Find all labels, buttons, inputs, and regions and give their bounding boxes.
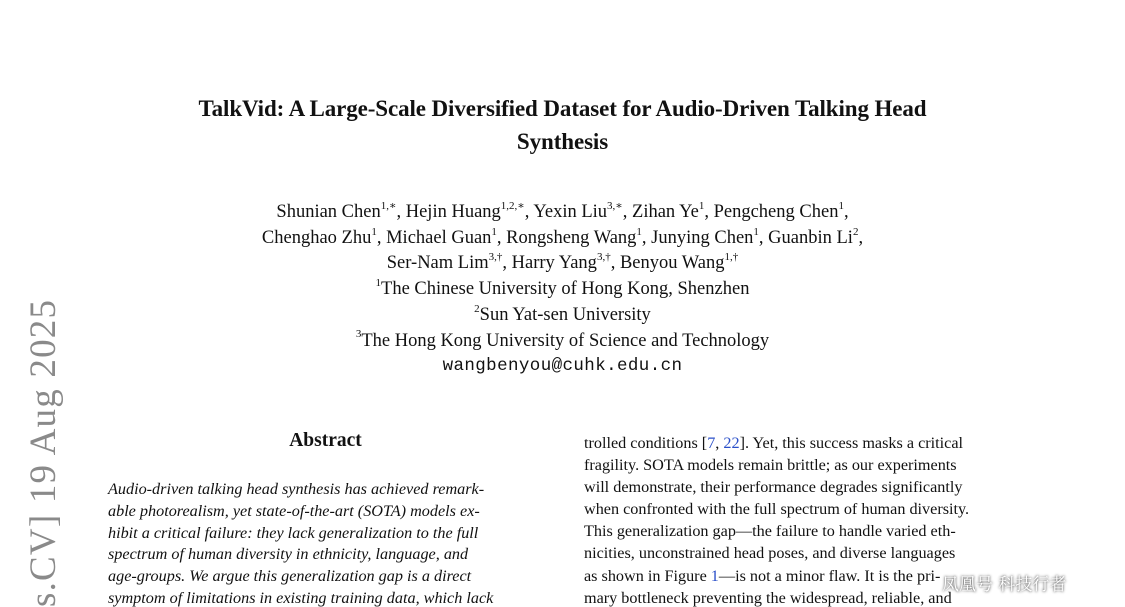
author-name: Harry Yang: [511, 253, 597, 274]
author-name: Ser-Nam Lim: [386, 253, 489, 274]
title-line-2: Synthesis: [516, 129, 609, 154]
author-affiliation-mark: 3,†: [596, 251, 611, 264]
author-affiliation-mark: 1,†: [724, 251, 739, 264]
abstract-line: Audio-driven talking head synthesis has achieved remark-: [108, 480, 485, 498]
intro-line: will demonstrate, their performance degrades significantly: [584, 478, 963, 497]
affiliation-1: [140, 277, 985, 303]
author-row-1: Shunian Chen$^{1,∗}$, Hejin Huang$^{1,2,∗}$, Yexin Liu$^{3,∗}$, Zihan Ye$^1$, Pengcheng Chen$^1$,: [276, 199, 849, 222]
author-name: Hejin Huang: [405, 202, 501, 222]
abstract-line: symptom of limitations in existing training data, which lack: [108, 588, 494, 607]
citation-link-22[interactable]: 22: [723, 434, 740, 452]
affiliation-name: The Hong Kong University of Science and Technology: [361, 330, 770, 351]
intro-text-segment: ,: [715, 434, 724, 452]
affiliation-mark: 3: [355, 328, 362, 341]
intro-text-segment: —is not a minor flaw. It is the pri-: [718, 566, 941, 585]
abstract-heading: Abstract: [289, 430, 362, 451]
author-affiliation-mark: 1: [698, 199, 705, 212]
author-name: Chenghao Zhu: [261, 227, 372, 248]
author-row-3: Ser-Nam Lim$^{3,\dagger}$, Harry Yang$^{3,\dagger}$, Benyou Wang$^{1,\dagger}$: [386, 251, 739, 274]
intro-text-segment: as shown in Figure: [584, 566, 711, 585]
author-name: Junying Chen: [651, 227, 754, 248]
intro-line: [584, 432, 1018, 454]
author-affiliation-mark: 1,∗: [380, 199, 397, 212]
affiliation-2: [140, 303, 985, 329]
author-name: Guanbin Li: [768, 227, 853, 248]
abstract-line: spectrum of human diversity in ethnicity, language, and: [108, 545, 469, 564]
intro-text-segment: ]. Yet, this success masks a critical: [739, 434, 964, 452]
abstract-line: hibit a critical failure: they lack generalization to the full: [108, 523, 479, 542]
author-name: Yexin Liu: [533, 202, 608, 222]
intro-line: fragility. SOTA models remain brittle; as our experiments: [584, 456, 957, 475]
author-affiliation-mark: 1: [491, 225, 497, 238]
intro-line: nicities, unconstrained head poses, and diverse languages: [584, 544, 956, 563]
affiliation-mark: 1: [375, 276, 382, 289]
author-name: Rongsheng Wang: [506, 227, 637, 248]
author-affiliation-mark: 3,∗: [607, 199, 623, 212]
author-name: Michael Guan: [386, 227, 492, 248]
author-affiliation-mark: 1: [753, 225, 759, 238]
intro-line-content: [584, 565, 940, 587]
arxiv-identifier: s.CV] 19 Aug 2025: [23, 298, 64, 607]
author-affiliation-mark: 1,2,∗: [500, 199, 525, 212]
author-affiliation-mark: 3,†: [488, 251, 503, 264]
affiliation-mark: 2: [474, 302, 480, 315]
author-affiliation-mark: 2: [852, 225, 859, 238]
title-line-1: TalkVid: A Large-Scale Diversified Dataset for Audio-Driven Talking Head: [198, 96, 927, 121]
figure-link-1[interactable]: 1: [710, 566, 719, 585]
author-name: Benyou Wang: [619, 253, 725, 274]
affiliation-name: The Chinese University of Hong Kong, Shenzhen: [381, 279, 750, 300]
intro-line: when confronted with the full spectrum of human diversity.: [584, 500, 970, 519]
abstract-line: able photorealism, yet state-of-the-art (SOTA) models ex-: [108, 501, 480, 520]
author-affiliation-mark: 1: [371, 225, 377, 238]
author-affiliation-mark: 1: [838, 199, 844, 212]
intro-line: mary bottleneck preventing the widespread, reliable, and: [584, 588, 952, 607]
affiliation-name: Sun Yat-sen University: [479, 304, 651, 325]
author-row-2: Chenghao Zhu$^1$, Michael Guan$^1$, Rongsheng Wang$^1$, Junying Chen$^1$, Guanbin Li$^2$,: [261, 225, 864, 248]
paper-title: [120, 92, 1005, 158]
author-affiliation-mark: 1: [636, 225, 642, 238]
author-name: Pengcheng Chen: [713, 202, 839, 222]
intro-line-content: [584, 432, 963, 454]
abstract-text: [108, 479, 543, 607]
author-block: [140, 200, 985, 380]
author-name: Zihan Ye: [632, 202, 699, 222]
citation-link-7[interactable]: 7: [707, 434, 716, 452]
intro-text-segment: trolled conditions [: [584, 434, 708, 452]
contact-email[interactable]: wangbenyou@cuhk.edu.cn: [442, 356, 683, 377]
source-watermark: 凤凰号 科技行者: [942, 575, 1067, 595]
intro-line: This generalization gap—the failure to handle varied eth-: [584, 522, 956, 541]
abstract-line: age-groups. We argue this generalization gap is a direct: [108, 567, 472, 586]
affiliation-3: [140, 329, 985, 355]
author-name: Shunian Chen: [276, 202, 381, 222]
